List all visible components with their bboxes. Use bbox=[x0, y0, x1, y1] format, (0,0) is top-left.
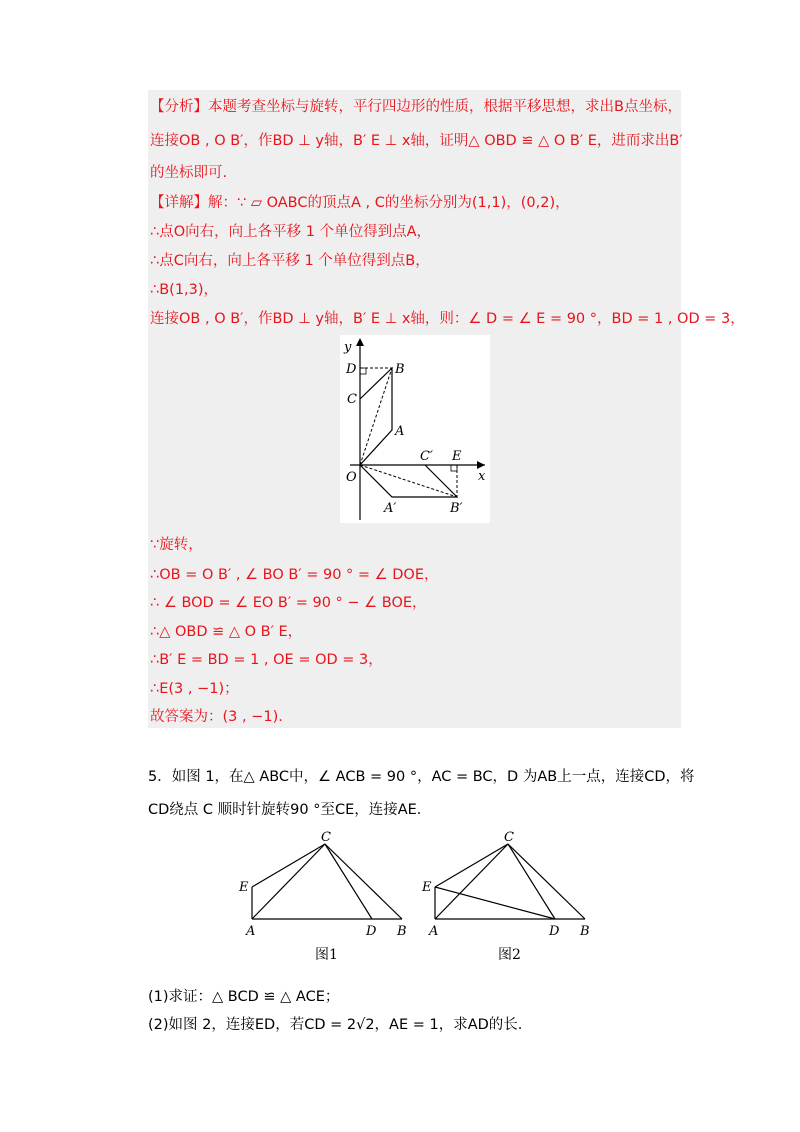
detail-line-10: ∴B′ E = BD = 1 , OE = OD = 3， bbox=[150, 652, 383, 668]
subquestion-1: (1)求证：△ BCD ≌ △ ACE； bbox=[148, 989, 340, 1005]
fig1-label-C: C bbox=[321, 830, 331, 845]
fig1-label-A: A bbox=[246, 924, 256, 939]
label-x: x bbox=[478, 469, 486, 484]
label-C-prime: C′ bbox=[420, 449, 433, 464]
detail-line-8: ∴ ∠ BOD = ∠ EO B′ = 90 ° − ∠ BOE， bbox=[150, 595, 427, 611]
detail-line-2: ∴点O向右，向上各平移 1 个单位得到点A， bbox=[150, 224, 431, 240]
coordinate-figure bbox=[340, 335, 490, 523]
fig2-label-C: C bbox=[504, 830, 514, 845]
fig1-label-E: E bbox=[239, 880, 249, 895]
detail-line-1: 【详解】解：∵ ▱ OABC的顶点A , C的坐标分别为(1,1)，(0,2)， bbox=[150, 195, 570, 211]
label-A: A bbox=[395, 424, 405, 439]
fig2-label-D: D bbox=[549, 924, 560, 939]
fig1-label-B: B bbox=[397, 924, 407, 939]
fig2-caption: 图2 bbox=[498, 947, 521, 963]
triangle-figure-1 bbox=[235, 825, 415, 965]
fig1-caption: 图1 bbox=[315, 947, 338, 963]
detail-line-12: 故答案为：(3 , −1). bbox=[150, 709, 283, 725]
label-D: D bbox=[346, 362, 357, 377]
question-line-1: 5．如图 1，在△ ABC中，∠ ACB = 90 °，AC = BC，D 为AB上一点，连接CD，将 bbox=[148, 769, 695, 785]
analysis-line-3: 的坐标即可. bbox=[150, 165, 228, 181]
label-C: C bbox=[347, 392, 357, 407]
triangle-figure-2 bbox=[418, 825, 598, 965]
label-y: y bbox=[344, 340, 352, 355]
triangle-figure-2-svg bbox=[418, 825, 598, 965]
detail-line-11: ∴E(3 , −1)； bbox=[150, 681, 239, 697]
detail-line-9: ∴△ OBD ≌ △ O B′ E， bbox=[150, 624, 303, 640]
fig2-label-B: B bbox=[580, 924, 590, 939]
detail-line-6: ∵旋转， bbox=[150, 537, 203, 553]
label-A-prime: A′ bbox=[384, 501, 397, 516]
detail-line-5: 连接OB , O B′，作BD ⊥ y轴，B′ E ⊥ x轴，则：∠ D = ∠ E = 90 °，BD = 1 , OD = 3， bbox=[150, 311, 745, 327]
label-O: O bbox=[346, 470, 357, 485]
label-B-prime: B′ bbox=[450, 501, 463, 516]
label-E: E bbox=[452, 449, 462, 464]
subquestion-2: (2)如图 2，连接ED，若CD = 2√2，AE = 1，求AD的长. bbox=[148, 1017, 523, 1033]
detail-line-3: ∴点C向右，向上各平移 1 个单位得到点B， bbox=[150, 253, 430, 269]
fig2-label-E: E bbox=[422, 880, 432, 895]
question-line-2: CD绕点 C 顺时针旋转90 °至CE，连接AE. bbox=[148, 802, 422, 818]
fig1-label-D: D bbox=[366, 924, 377, 939]
analysis-line-2: 连接OB , O B′，作BD ⊥ y轴，B′ E ⊥ x轴，证明△ OBD ≌ △ O B′ E，进而求出B′ bbox=[150, 133, 683, 149]
detail-line-4: ∴B(1,3)， bbox=[150, 282, 219, 298]
detail-line-7: ∴OB = O B′ , ∠ BO B′ = 90 ° = ∠ DOE， bbox=[150, 567, 439, 583]
label-B: B bbox=[395, 362, 405, 377]
fig2-label-A: A bbox=[429, 924, 439, 939]
analysis-line-1: 【分析】本题考查坐标与旋转，平行四边形的性质，根据平移思想，求出B点坐标， bbox=[150, 99, 682, 115]
triangle-figure-1-svg bbox=[235, 825, 415, 965]
coordinate-figure-svg bbox=[340, 335, 490, 523]
